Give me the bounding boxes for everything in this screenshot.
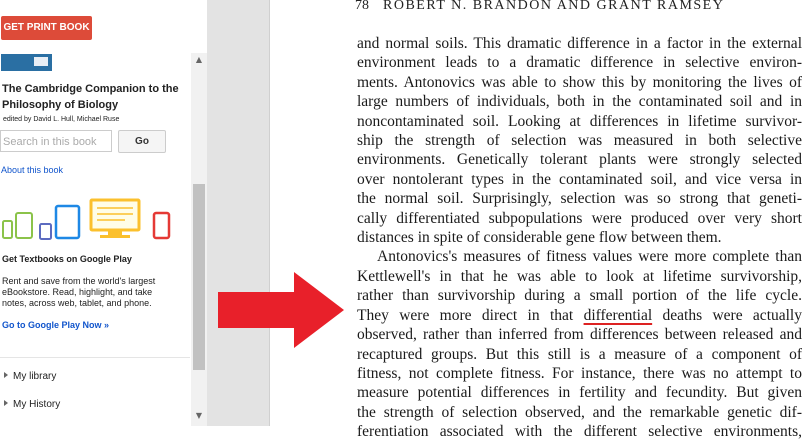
sidebar-divider [0,357,190,358]
page-text [357,34,802,442]
text-line: over nontolerant types in the contaminated soil, and vice versa in [357,170,802,189]
sidebar-item-my-library[interactable] [4,371,56,382]
get-print-book-button[interactable]: GET PRINT BOOK [1,16,92,40]
text-segment: They were more direct in that [357,307,573,324]
text-line: and normal soils. This dramatic difference in a factor in the external [357,34,802,53]
text-line: environment leads to a dramatic difference in selective environ- [357,53,802,72]
text-segment: deaths were actually [663,307,802,324]
page-gutter [207,0,270,426]
text-line: Antonovics's measures of fitness values were more complete than [357,247,802,266]
expand-triangle-icon [4,400,8,406]
running-head [355,0,724,14]
google-play-promo-description: Rent and save from the world's largest eBookstore. Read, highlight, and take notes, across web, tablet, and phone. [2,276,174,309]
go-button[interactable]: Go [118,130,166,153]
text-line: noncontaminated soil. Looking at differences in lifetime survivor- [357,112,802,131]
book-page [270,0,800,426]
text-line: ments. Antonovics was able to show this by monitoring the lives of [357,73,802,92]
about-this-book-link[interactable]: About this book [1,165,63,175]
text-line: recaptured groups. But this still is a measure of a component of [357,345,802,364]
text-line: cally differentiated subpopulations were produced over very short [357,209,802,228]
go-to-google-play-link[interactable]: Go to Google Play Now » [2,320,109,330]
page-number: 78 [355,0,369,13]
text-line: fitness, not complete fitness. For instance, there was no attempt to [357,364,802,383]
sidebar [0,0,207,426]
underlined-word[interactable]: differential [584,307,653,324]
scrollbar-thumb[interactable] [193,184,205,370]
text-line: measure potential differences in fertility and fecundity. But given [357,383,802,402]
running-head-authors: ROBERT N. BRANDON AND GRANT RAMSEY [383,0,724,13]
google-play-promo-title: Get Textbooks on Google Play [2,254,132,264]
text-line: rather than survivorship during a small portion of the life cycle. [357,286,802,305]
sidebar-scroll-area [0,53,207,426]
red-arrow-icon [216,270,346,350]
book-authors: edited by David L. Hull, Michael Ruse [3,116,119,123]
scroll-down-arrow-icon[interactable]: ▼ [191,409,207,423]
text-line: ship the strength of selection was measured in both selective [357,131,802,150]
sidebar-item-my-history[interactable] [4,399,60,410]
text-line: distances in spite of considerable gene flow between them. [357,228,802,247]
sidebar-item-label: My library [13,371,56,382]
text-line-with-highlight [357,306,802,325]
text-line: Kettlewell's in that he was able to look at lifetime survivorship, [357,267,802,286]
expand-triangle-icon [4,372,8,378]
sidebar-scrollbar[interactable] [191,53,207,426]
text-line: ferentiation associated with the different selective environments, [357,422,802,441]
text-line: observed, rather than inferred from differences between released and [357,325,802,344]
book-cover-thumbnail[interactable] [1,54,52,71]
text-line: large numbers of individuals, both in the contaminated soil and in [357,92,802,111]
book-title: The Cambridge Companion to the Philosophy of Biology [2,81,187,113]
sidebar-item-label: My History [13,399,60,410]
text-line: the strength of selection observed, and the remarkable genetic dif- [357,403,802,422]
text-line: environments. Genetically tolerant plants were strongly selected [357,150,802,169]
text-line: the normal soil. Surprisingly, selection was so strong that geneti- [357,189,802,208]
devices-illustration [0,200,175,250]
search-in-book-input[interactable]: Search in this book [0,130,112,152]
scroll-up-arrow-icon[interactable]: ▲ [191,53,207,67]
